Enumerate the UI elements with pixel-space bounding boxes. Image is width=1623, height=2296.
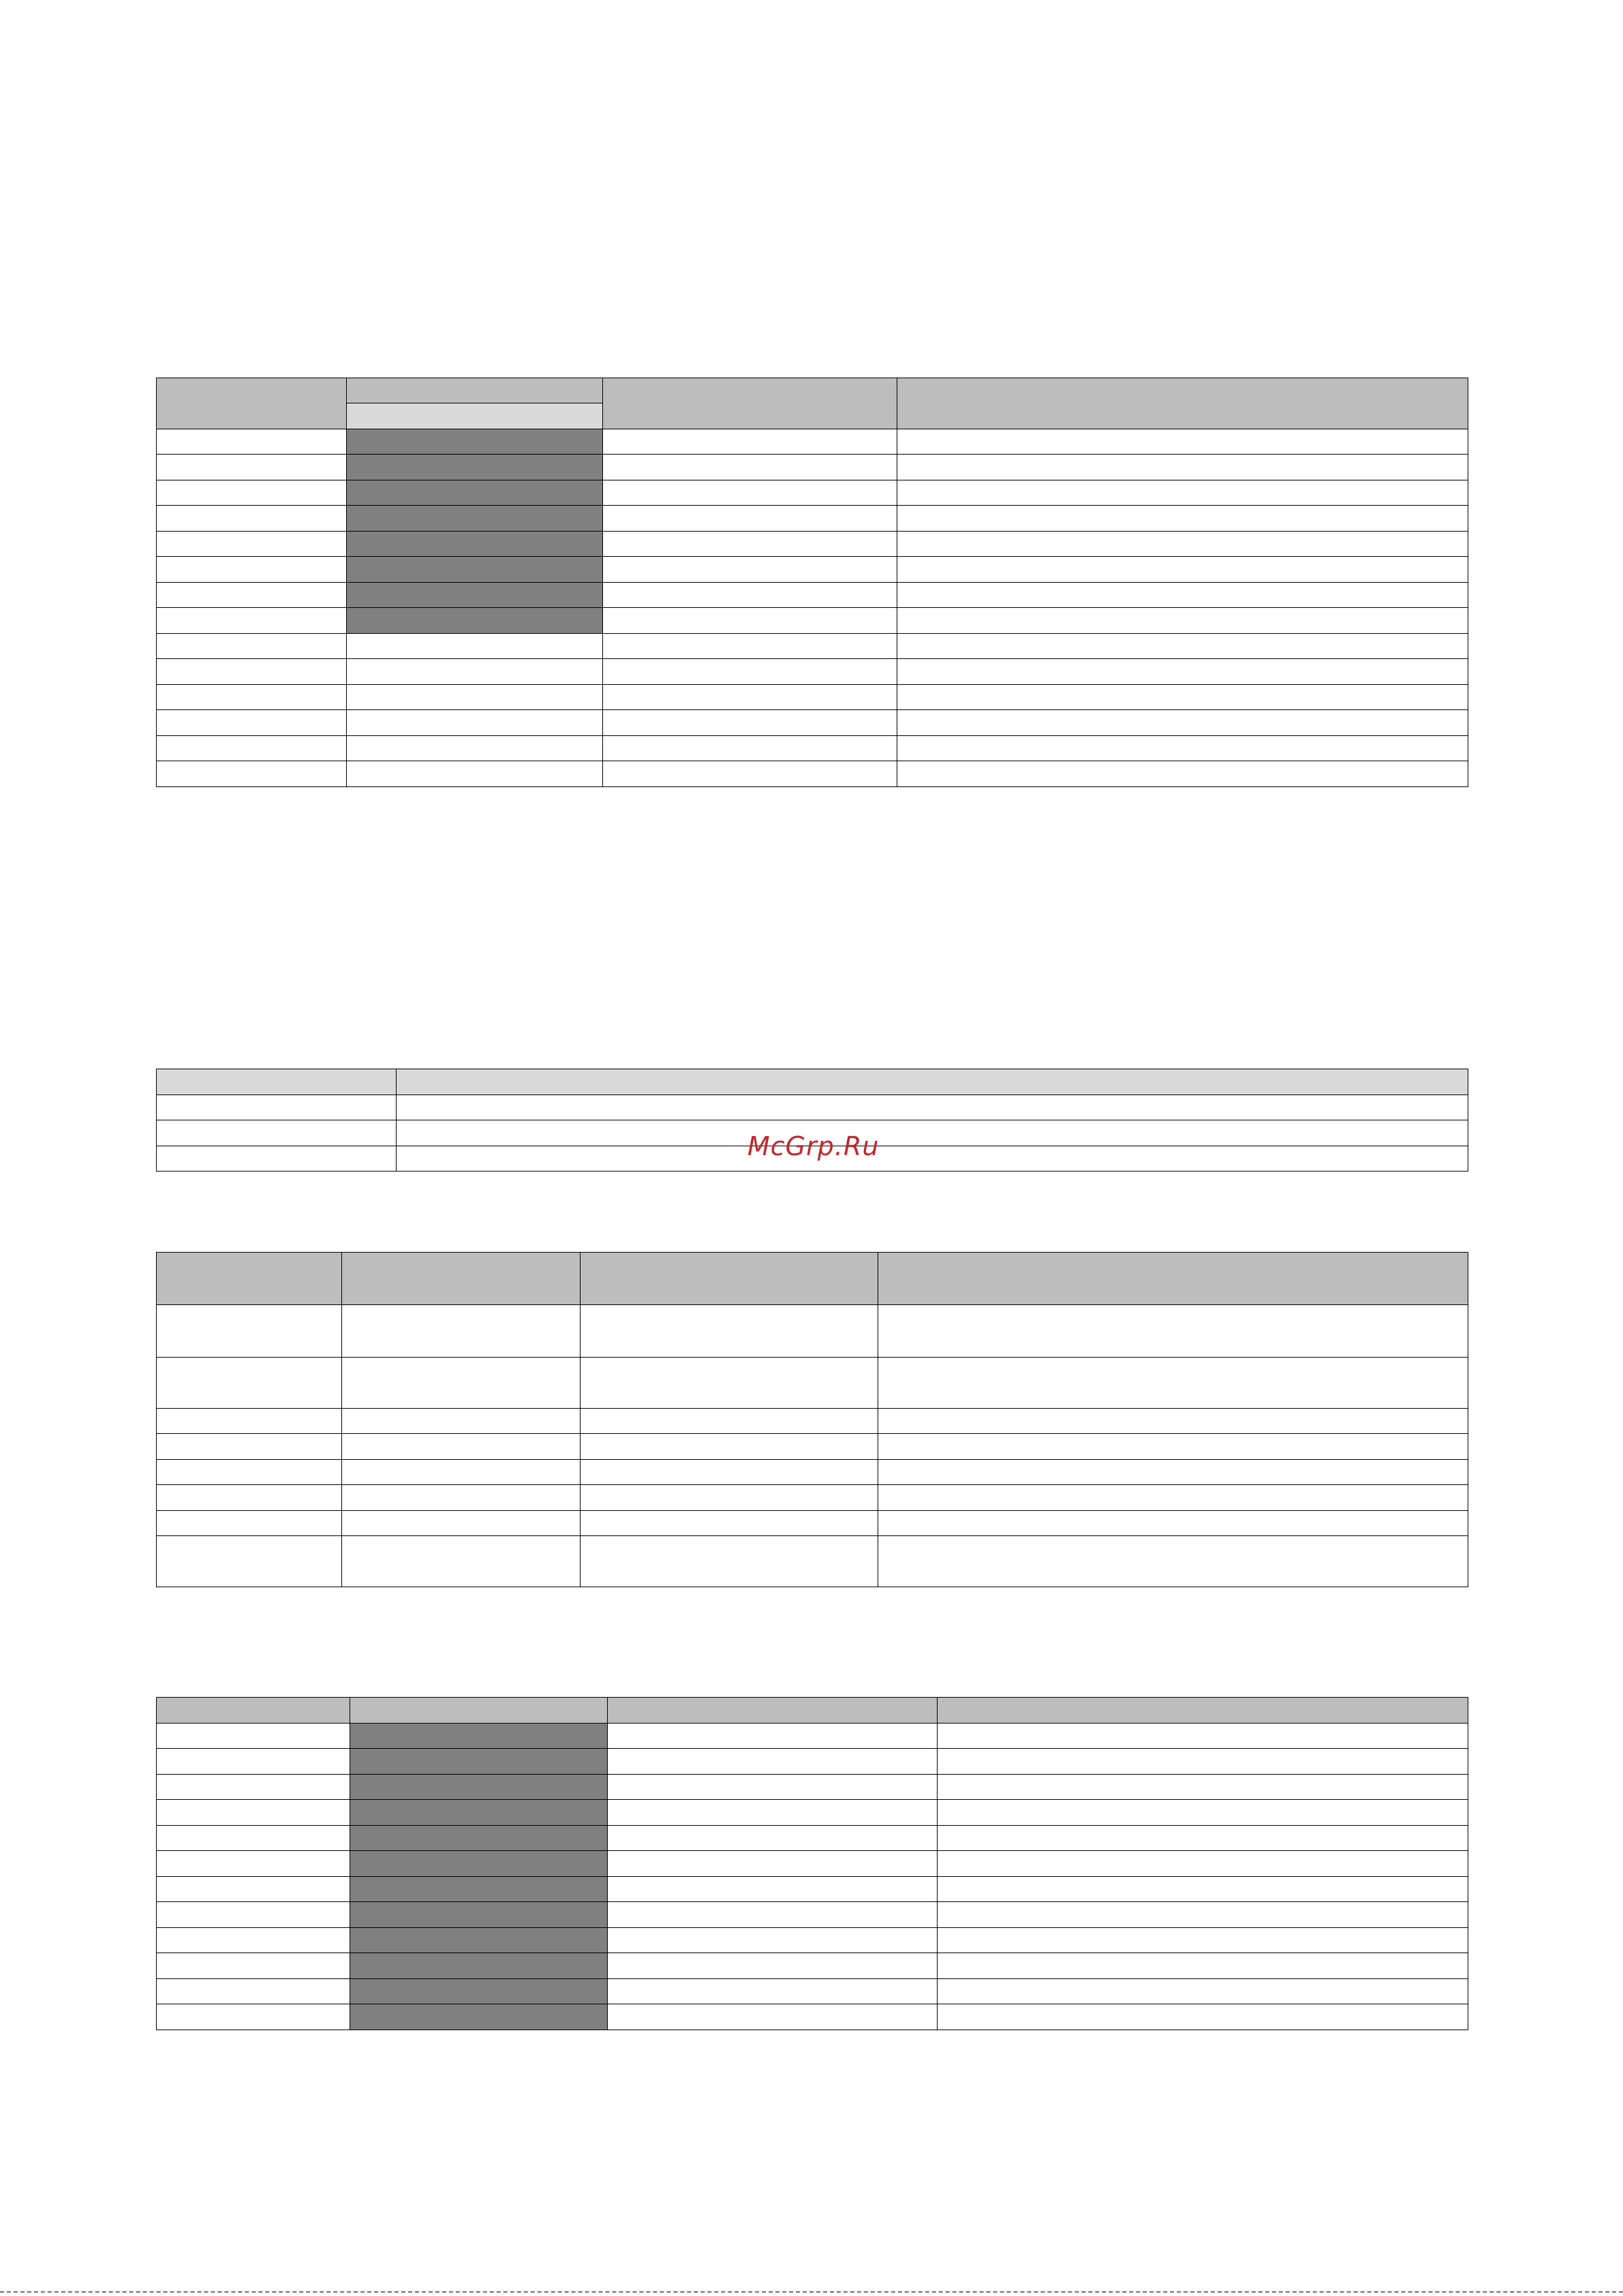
table-cell [603,557,897,583]
table-cell [938,1927,1468,1953]
table-cell [878,1459,1468,1485]
table-cell [157,1434,342,1460]
table-cell [603,735,897,761]
table-cell [608,1723,938,1749]
table-cell [603,761,897,787]
table-cell [157,1749,350,1775]
shaded-cell [350,1902,608,1928]
header-cell [938,1698,1468,1724]
table-cell [347,710,603,736]
table-cell [581,1510,878,1536]
table-cell [581,1358,878,1409]
table-cell [603,480,897,506]
table-row [157,1876,1468,1902]
table-cell [157,1851,350,1877]
table-cell [897,480,1468,506]
header-cell [157,378,347,429]
shaded-cell [350,1876,608,1902]
parameter-table-4 [156,1697,1468,2030]
table-cell [581,1305,878,1358]
table-cell [938,1851,1468,1877]
table-cell [608,1953,938,1979]
header-cell [897,378,1468,429]
table-cell [157,1723,350,1749]
table-cell [157,455,347,480]
table-row [157,1723,1468,1749]
shaded-cell [347,557,603,583]
table-row [157,1749,1468,1775]
table-cell [581,1536,878,1587]
table-cell [897,506,1468,532]
table-row [157,684,1468,710]
table-header-row [157,1253,1468,1305]
header-cell [397,1069,1468,1095]
table-row [157,1434,1468,1460]
table-cell [608,1978,938,2004]
table-cell [347,735,603,761]
table-cell [342,1434,581,1460]
table-cell [897,429,1468,455]
table-cell [897,455,1468,480]
table-row [157,735,1468,761]
table-header-row [157,378,1468,403]
table-cell [878,1434,1468,1460]
table-cell [397,1095,1468,1120]
table-cell [157,2004,350,2030]
parameter-table-1 [156,378,1468,787]
table-cell [897,608,1468,634]
table-cell [157,1485,342,1511]
header-cell [157,1253,342,1305]
table-cell [157,761,347,787]
table-cell [608,1851,938,1877]
table-row [157,1459,1468,1485]
table-row [157,557,1468,583]
table-cell [157,480,347,506]
table-cell [397,1120,1468,1146]
table-row [157,480,1468,506]
table-cell [342,1305,581,1358]
watermark-text: McGrp.Ru [747,1131,880,1161]
table-cell [347,761,603,787]
table-row [157,1800,1468,1826]
header-cell [157,1698,350,1724]
table-cell [608,1876,938,1902]
table-cell [157,1927,350,1953]
table-cell [397,1146,1468,1172]
table-cell [347,684,603,710]
header-cell [608,1698,938,1724]
header-cell [342,1253,581,1305]
shaded-cell [347,455,603,480]
table-cell [157,1953,350,1979]
table-cell [157,684,347,710]
table-row [157,761,1468,787]
table-cell [938,1978,1468,2004]
table-cell [897,531,1468,557]
table-cell [897,633,1468,659]
table-cell [157,710,347,736]
table-cell [897,735,1468,761]
table-cell [157,1774,350,1800]
shaded-cell [347,429,603,455]
table-cell [938,1876,1468,1902]
table-cell [603,684,897,710]
table-cell [608,2004,938,2030]
table-cell [157,1536,342,1587]
table-row [157,1774,1468,1800]
table-cell [878,1358,1468,1409]
table-row [157,1825,1468,1851]
table-cell [157,1800,350,1826]
table-cell [938,2004,1468,2030]
shaded-cell [350,1800,608,1826]
table-row [157,1358,1468,1409]
table-cell [342,1358,581,1409]
table-cell [603,429,897,455]
table-cell [603,659,897,685]
shaded-cell [347,480,603,506]
table-cell [897,659,1468,685]
table-row [157,1953,1468,1979]
table-cell [878,1305,1468,1358]
table-cell [608,1902,938,1928]
table-cell [878,1510,1468,1536]
table-cell [878,1408,1468,1434]
shaded-cell [350,1749,608,1775]
table-row [157,1927,1468,1953]
shaded-cell [350,1825,608,1851]
table-cell [608,1927,938,1953]
table-cell [581,1485,878,1511]
table-cell [157,1825,350,1851]
table-cell [157,582,347,608]
table-cell [603,582,897,608]
table-cell [157,506,347,532]
shaded-cell [350,1723,608,1749]
table-cell [157,1876,350,1902]
subheader-cell [347,403,603,429]
table-row [157,1305,1468,1358]
header-cell [350,1698,608,1724]
table-row [157,633,1468,659]
table-row [157,1510,1468,1536]
table-cell [897,710,1468,736]
table-header-row [157,1069,1468,1095]
table-row [157,1851,1468,1877]
table-cell [157,1120,397,1146]
shaded-cell [347,582,603,608]
table-row [157,582,1468,608]
table-cell [581,1408,878,1434]
shaded-cell [350,1851,608,1877]
table-row [157,531,1468,557]
table-cell [938,1774,1468,1800]
table-cell [938,1953,1468,1979]
table-row [157,1485,1468,1511]
table-cell [347,659,603,685]
parameter-table-3 [156,1252,1468,1587]
shaded-cell [347,608,603,634]
table-row [157,1095,1468,1120]
table-cell [603,633,897,659]
table-cell [342,1408,581,1434]
shaded-cell [350,1927,608,1953]
table-cell [603,455,897,480]
table-cell [608,1774,938,1800]
header-cell [581,1253,878,1305]
header-cell [603,378,897,429]
table-cell [157,1408,342,1434]
table-cell [157,1978,350,2004]
table-cell [897,684,1468,710]
table-cell [342,1510,581,1536]
table-cell [608,1749,938,1775]
table-cell [603,531,897,557]
table-cell [603,608,897,634]
table-cell [157,633,347,659]
table-cell [157,1459,342,1485]
table-row [157,659,1468,685]
header-cell [347,378,603,403]
table-cell [878,1536,1468,1587]
table-cell [603,710,897,736]
table-cell [157,735,347,761]
shaded-cell [350,2004,608,2030]
shaded-cell [350,1978,608,2004]
header-cell [157,1069,397,1095]
table-cell [897,761,1468,787]
table-cell [157,1510,342,1536]
table-cell [581,1459,878,1485]
shaded-cell [350,1953,608,1979]
table-cell [938,1825,1468,1851]
table-header-row [157,1698,1468,1724]
shaded-cell [347,531,603,557]
table-row [157,506,1468,532]
table-cell [342,1485,581,1511]
table-cell [157,1305,342,1358]
table-cell [342,1459,581,1485]
table-cell [157,531,347,557]
table-cell [347,633,603,659]
footer-divider [0,2291,1623,2293]
table-cell [157,608,347,634]
table-cell [157,1358,342,1409]
table-row [157,608,1468,634]
table-cell [157,1902,350,1928]
table-cell [938,1800,1468,1826]
table-row [157,1978,1468,2004]
table-row [157,429,1468,455]
table-row [157,1408,1468,1434]
table-cell [157,659,347,685]
table-cell [157,1095,397,1120]
table-cell [938,1902,1468,1928]
table-cell [938,1723,1468,1749]
table-cell [897,582,1468,608]
table-cell [581,1434,878,1460]
table-row [157,455,1468,480]
table-cell [608,1825,938,1851]
table-cell [603,506,897,532]
shaded-cell [347,506,603,532]
table-cell [157,429,347,455]
table-cell [157,557,347,583]
table-cell [938,1749,1468,1775]
table-cell [608,1800,938,1826]
table-cell [897,557,1468,583]
table-row [157,1536,1468,1587]
header-cell [878,1253,1468,1305]
table-row [157,710,1468,736]
table-cell [878,1485,1468,1511]
table-row [157,2004,1468,2030]
table-cell [342,1536,581,1587]
table-row [157,1902,1468,1928]
shaded-cell [350,1774,608,1800]
table-cell [157,1146,397,1172]
